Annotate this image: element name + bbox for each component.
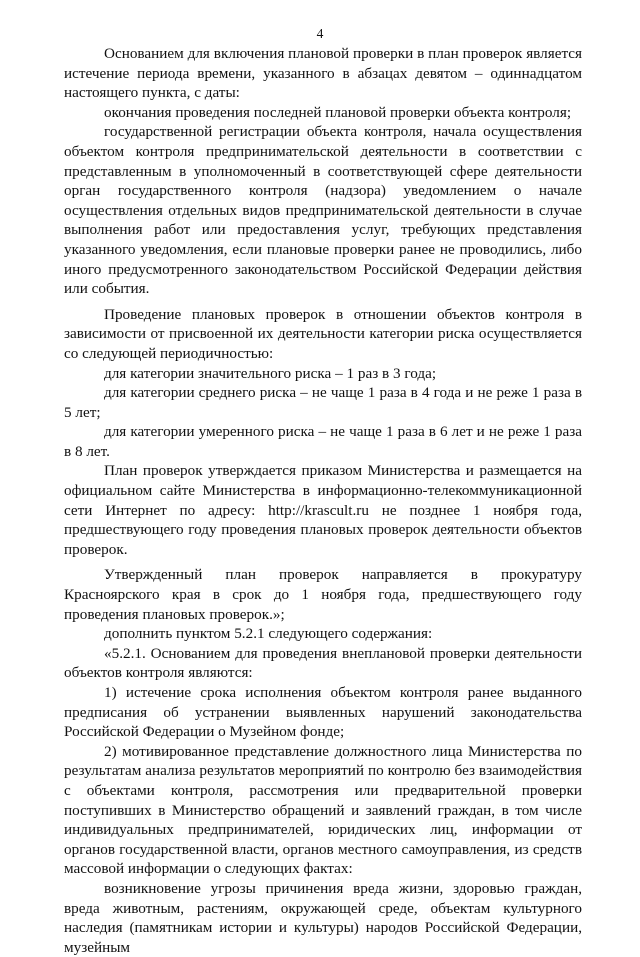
paragraph-state-registration: государственной регистрации объекта контроля, начала осуществления объектом контроля предпринимательской деятельности в соответствии с представленным в уполномоченный в соответствующей сфере деятельности орган государственного контроля (надзора) уведомлением о начале осуществления отдельных видов предпринимательской деятельности в случае выполнения работ или предоставления услуг, требующих представления указанного уведомления, если плановые проверки ранее не проводились, либо иного предусмотренного законодательством Российской Федерации действия или события. xyxy=(64,123,582,298)
document-body xyxy=(64,44,582,957)
paragraph-end-of-last-inspection: окончания проведения последней плановой проверки объекта контроля; xyxy=(104,103,572,121)
paragraph-basis-for-planned-inspection: Основанием для включения плановой проверки в план проверок является истечение периода времени, указанного в абзацах девятом – одиннадцатом настоящего пункта, с даты: xyxy=(64,45,582,102)
paragraph-item-2: 2) мотивированное представление должностного лица Министерства по результатам анализа результатов мероприятий по контролю без взаимодействия с объектами контроля, рассмотрения или предварительной проверки поступивших в Министерство обращений и заявлений граждан, в том числе индивидуальных предпринимателей, юридических лиц, информации от органов государственной власти, органов местного самоуправления, из средств массовой информации о следующих фактах: xyxy=(64,742,582,878)
paragraph-add-clause: дополнить пунктом 5.2.1 следующего содержания: xyxy=(104,625,433,643)
paragraph-plan-approval: План проверок утверждается приказом Министерства и размещается на официальном сайте Министерства в информационно-телекоммуникационной сети Интернет по адресу: http://krascult.ru не позднее 1 ноября года, предшествующего году проведения плановых проверок деятельности объектов проверок. xyxy=(64,462,582,558)
paragraph-clause-5-2-1: «5.2.1. Основанием для проведения внеплановой проверки деятельности объектов контроля являются: xyxy=(64,644,582,682)
paragraph-inspection-periodicity: Проведение плановых проверок в отношении объектов контроля в зависимости от присвоенной их деятельности категории риска осуществляется со следующей периодичностью: xyxy=(64,305,582,362)
paragraph-moderate-risk: для категории умеренного риска – не чаще 1 раза в 6 лет и не реже 1 раза в 8 лет. xyxy=(64,423,582,460)
paragraph-threat-of-harm: возникновение угрозы причинения вреда жизни, здоровью граждан, вреда животным, растениям, окружающей среде, объектам культурного наследия (памятникам истории и культуры) народов Российской Федерации, музейным xyxy=(64,879,582,956)
page-number: 4 xyxy=(316,26,324,41)
paragraph-item-1: 1) истечение срока исполнения объектом контроля ранее выданного предписания об устранении выявленных нарушений законодательства Российской Федерации о Музейном фонде; xyxy=(64,684,582,741)
paragraph-medium-risk: для категории среднего риска – не чаще 1 раза в 4 года и не реже 1 раза в 5 лет; xyxy=(64,384,582,421)
paragraph-significant-risk: для категории значительного риска – 1 раз в 3 года; xyxy=(104,364,437,382)
paragraph-plan-to-prosecutor: Утвержденный план проверок направляется в прокуратуру Красноярского края в срок до 1 ноября года, предшествующего году проведения плановых проверок.»; xyxy=(64,566,582,623)
